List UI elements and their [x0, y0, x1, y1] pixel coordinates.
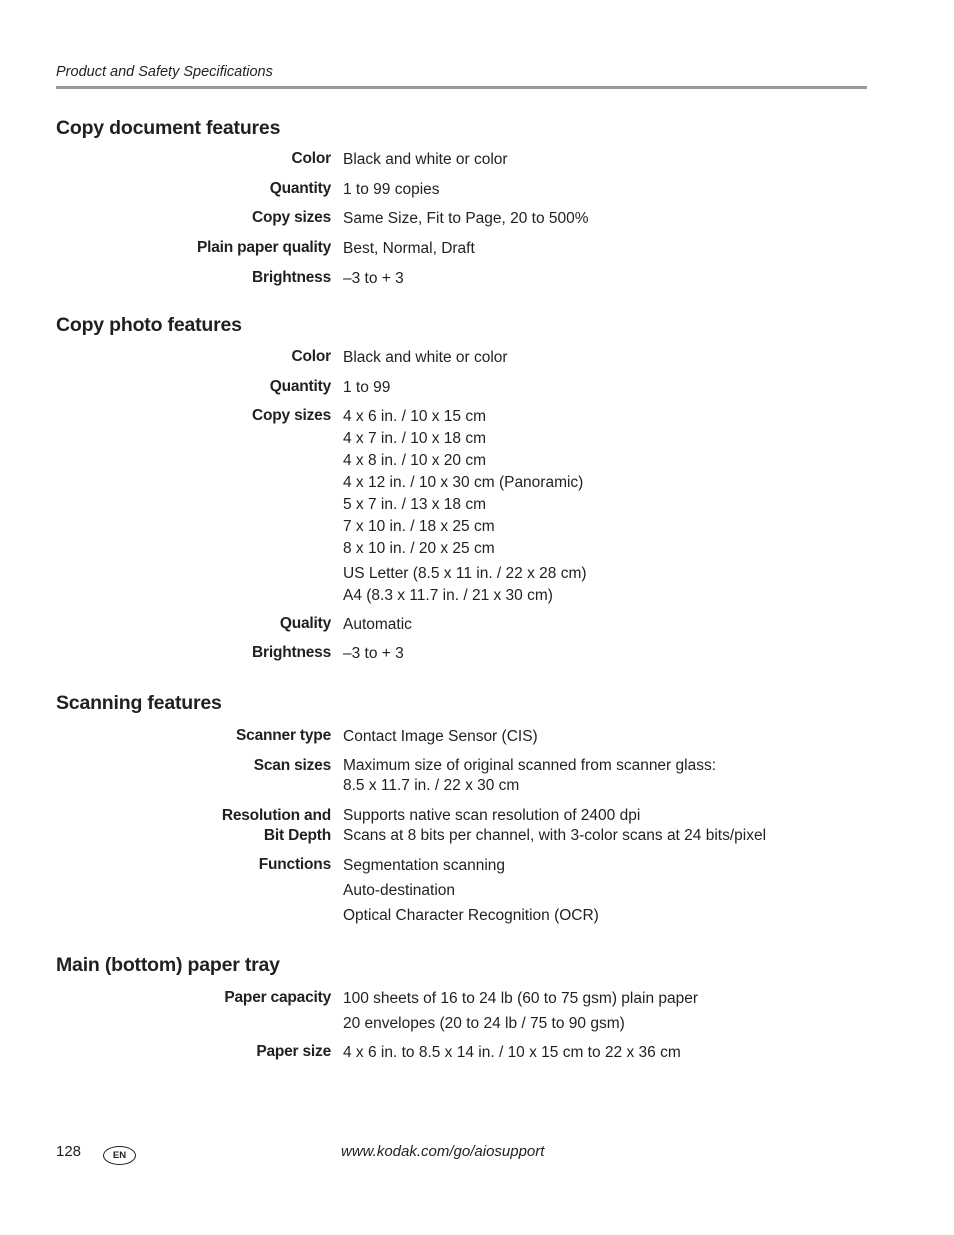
spec-value: 5 x 7 in. / 13 x 18 cm [343, 496, 487, 513]
spec-label: Scanner type [236, 727, 331, 744]
spec-label: Bit Depth [263, 827, 331, 844]
section-title: Main (bottom) paper tray [56, 954, 280, 976]
spec-row-scanner-type [56, 726, 856, 748]
spec-label: Color [291, 348, 331, 365]
spec-value: 8.5 x 11.7 in. / 22 x 30 cm [343, 777, 520, 794]
spec-value: Supports native scan resolution of 2400 dpi [343, 807, 641, 824]
spec-label: Brightness [252, 644, 331, 661]
spec-value: Automatic [343, 616, 412, 633]
spec-value: Auto-destination [343, 882, 456, 899]
spec-label: Copy sizes [252, 407, 331, 424]
spec-value: 8 x 10 in. / 20 x 25 cm [343, 540, 495, 557]
spec-label: Paper capacity [224, 989, 331, 1006]
header-rule [56, 86, 867, 89]
spec-value: 4 x 6 in. to 8.5 x 14 in. / 10 x 15 cm to 22 x 36 cm [343, 1044, 681, 1061]
spec-value: Scans at 8 bits per channel, with 3-color scans at 24 bits/pixel [343, 827, 767, 844]
spec-value: Optical Character Recognition (OCR) [343, 907, 599, 924]
spec-value: Segmentation scanning [343, 857, 506, 874]
spec-label: Quality [279, 615, 331, 632]
spec-row-color [56, 347, 856, 369]
spec-row-quantity [56, 377, 856, 399]
spec-value: 4 x 12 in. / 10 x 30 cm (Panoramic) [343, 474, 584, 491]
spec-value: 7 x 10 in. / 18 x 25 cm [343, 518, 495, 535]
spec-value: US Letter (8.5 x 11 in. / 22 x 28 cm) [343, 565, 587, 582]
spec-value: 20 envelopes (20 to 24 lb / 75 to 90 gsm) [343, 1015, 625, 1032]
spec-row-resolution-bit-depth [56, 806, 856, 846]
spec-label: Resolution and [221, 807, 331, 824]
spec-value: A4 (8.3 x 11.7 in. / 21 x 30 cm) [343, 587, 553, 604]
spec-value: 100 sheets of 16 to 24 lb (60 to 75 gsm) plain paper [343, 990, 699, 1007]
section-title: Copy photo features [56, 314, 242, 336]
spec-label: Functions [258, 856, 331, 873]
language-badge-icon: EN [103, 1146, 136, 1165]
spec-value: 4 x 7 in. / 10 x 18 cm [343, 430, 487, 447]
spec-value: –3 to + 3 [343, 270, 404, 287]
spec-value: Black and white or color [343, 349, 508, 366]
spec-row-quantity [56, 179, 856, 201]
spec-row-quality [56, 614, 856, 636]
page-number: 128 [56, 1143, 82, 1160]
section-title: Scanning features [56, 692, 222, 714]
spec-value: Maximum size of original scanned from scanner glass: [343, 757, 717, 774]
spec-value: Contact Image Sensor (CIS) [343, 728, 538, 745]
spec-row-brightness [56, 268, 856, 290]
spec-label: Copy sizes [252, 209, 331, 226]
section-title: Copy document features [56, 117, 281, 139]
spec-label: Quantity [269, 180, 331, 197]
spec-value: Best, Normal, Draft [343, 240, 475, 257]
spec-value: 1 to 99 copies [343, 181, 440, 198]
spec-value: Same Size, Fit to Page, 20 to 500% [343, 210, 589, 227]
spec-value: 4 x 6 in. / 10 x 15 cm [343, 408, 487, 425]
spec-label: Quantity [269, 378, 331, 395]
spec-row-scan-sizes [56, 756, 856, 796]
running-header: Product and Safety Specifications [56, 64, 273, 80]
spec-row-brightness [56, 643, 856, 665]
spec-row-paper-capacity [56, 988, 856, 1036]
spec-value: 4 x 8 in. / 10 x 20 cm [343, 452, 487, 469]
spec-row-functions [56, 855, 856, 928]
spec-row-paper-size [56, 1042, 856, 1064]
spec-label: Brightness [252, 269, 331, 286]
spec-row-copy-sizes [56, 406, 856, 607]
spec-row-copy-sizes [56, 208, 856, 230]
spec-value: Black and white or color [343, 151, 508, 168]
spec-label: Paper size [256, 1043, 331, 1060]
spec-row-plain-paper-quality [56, 238, 856, 260]
spec-label: Plain paper quality [196, 239, 331, 256]
support-url: www.kodak.com/go/aiosupport [341, 1143, 545, 1160]
spec-row-color [56, 149, 856, 171]
spec-value: 1 to 99 [343, 379, 391, 396]
spec-value: –3 to + 3 [343, 645, 404, 662]
spec-label: Scan sizes [253, 757, 331, 774]
spec-label: Color [291, 150, 331, 167]
